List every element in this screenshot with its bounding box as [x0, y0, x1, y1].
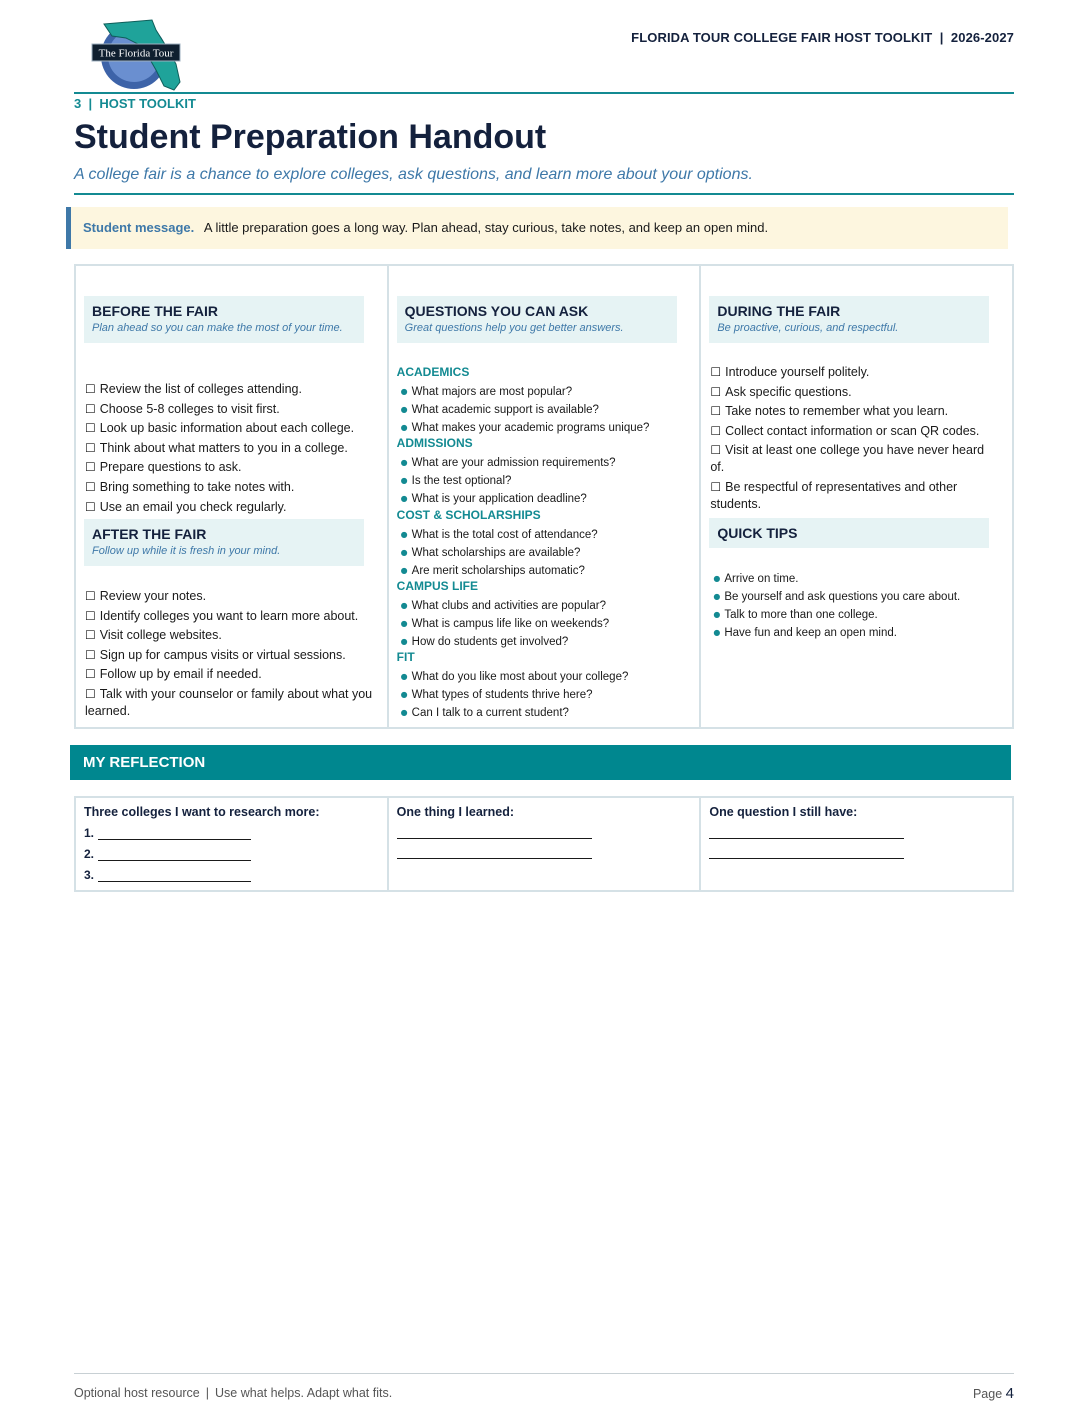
checklist-item[interactable]: ☐ Identify colleges you want to learn more about. [85, 608, 375, 625]
question-line-1[interactable] [709, 838, 904, 839]
during-fair-subtitle: Be proactive, curious, and respectful. [717, 322, 899, 334]
checklist-item[interactable]: ☐ Visit college websites. [85, 627, 375, 644]
question-item: ● What is the total cost of attendance? [401, 526, 598, 544]
question-item: ● What are your admission requirements? [401, 454, 616, 472]
category-campus-life: CAMPUS LIFE [396, 579, 479, 593]
reflection-title-bar: MY REFLECTION [70, 745, 1011, 780]
fit-questions [401, 668, 629, 722]
category-admissions: ADMISSIONS [396, 436, 473, 450]
tip-item: ● Have fun and keep an open mind. [713, 624, 960, 642]
checklist-item[interactable]: ☐ Visit at least one college you have never heard of. [710, 442, 1000, 476]
before-fair-header [84, 296, 364, 343]
category-cost-scholarships: COST & SCHOLARSHIPS [396, 508, 541, 522]
learned-line-1[interactable] [397, 838, 592, 839]
page-number: Page 4 [972, 1385, 1014, 1402]
footer-note: Optional host resource | Use what helps. Adapt what fits. [74, 1386, 393, 1400]
question-item: ● Are merit scholarships automatic? [401, 562, 598, 580]
question-item: ● Can I talk to a current student? [401, 704, 629, 722]
checklist-item[interactable]: ☐ Introduce yourself politely. [710, 364, 1000, 381]
checklist-item[interactable]: ☐ Collect contact information or scan QR codes. [710, 423, 1000, 440]
question-item: ● What scholarships are available? [401, 544, 598, 562]
question-item: ● How do students get involved? [401, 633, 610, 651]
page-subtitle: A college fair is a chance to explore colleges, ask questions, and learn more about your options. [74, 166, 753, 183]
checklist-item[interactable]: ☐ Ask specific questions. [710, 384, 1000, 401]
during-fair-title: DURING THE FAIR [717, 303, 841, 319]
column-before-after [76, 266, 389, 727]
header-rule [74, 92, 1014, 94]
questions-title: QUESTIONS YOU CAN ASK [404, 303, 589, 319]
reflection-colleges-label: Three colleges I want to research more: [84, 805, 320, 819]
question-item: ● What do you like most about your college? [401, 668, 629, 686]
quick-tips-list [713, 570, 960, 642]
callout-label: Student message. [83, 220, 195, 235]
checklist-item[interactable]: ☐ Use an email you check regularly. [85, 499, 375, 516]
campus-life-questions [401, 597, 610, 651]
after-fair-title: AFTER THE FAIR [92, 526, 207, 542]
tip-item: ● Be yourself and ask questions you care about. [713, 588, 960, 606]
before-fair-checklist [85, 381, 375, 518]
checklist-item[interactable]: ☐ Review the list of colleges attending. [85, 381, 375, 398]
reflection-question [701, 798, 1012, 890]
question-item: ● What academic support is available? [401, 401, 650, 419]
after-fair-header [84, 519, 364, 566]
admissions-questions [401, 454, 616, 508]
checklist-item[interactable]: ☐ Think about what matters to you in a college. [85, 440, 375, 457]
column-during-tips [701, 266, 1012, 727]
header-doc-title: FLORIDA TOUR COLLEGE FAIR HOST TOOLKIT | 2026-2027 [631, 30, 1014, 45]
question-item: ● What is campus life like on weekends? [401, 615, 610, 633]
question-item: ● Is the test optional? [401, 472, 616, 490]
question-item: ● What makes your academic programs unique? [401, 419, 650, 437]
category-fit: FIT [396, 650, 415, 664]
after-fair-checklist [85, 588, 375, 723]
reflection-learned-label: One thing I learned: [396, 805, 515, 819]
florida-tour-logo [90, 16, 186, 92]
college-line-1[interactable]: 1. [84, 826, 251, 840]
checklist-item[interactable]: ☐ Bring something to take notes with. [85, 479, 375, 496]
questions-subtitle: Great questions help you get better answers. [404, 322, 624, 334]
logo-text: The Florida Tour [98, 47, 174, 60]
cost-questions [401, 526, 598, 580]
tip-item: ● Talk to more than one college. [713, 606, 960, 624]
tip-item: ● Arrive on time. [713, 570, 960, 588]
section-tag: 3 | HOST TOOLKIT [74, 96, 196, 111]
college-line-3[interactable]: 3. [84, 868, 251, 882]
before-fair-subtitle: Plan ahead so you can make the most of your time. [92, 322, 343, 334]
reflection-learned [389, 798, 702, 890]
question-line-2[interactable] [709, 858, 904, 859]
category-academics: ACADEMICS [396, 365, 470, 379]
checklist-item[interactable]: ☐ Look up basic information about each college. [85, 420, 375, 437]
academics-questions [401, 383, 650, 437]
during-fair-header [709, 296, 989, 343]
checklist-item[interactable]: ☐ Choose 5-8 colleges to visit first. [85, 401, 375, 418]
reflection-grid [74, 796, 1014, 892]
footer-rule [74, 1373, 1014, 1374]
during-fair-checklist [710, 364, 1000, 516]
student-message-callout [66, 207, 1008, 249]
reflection-colleges [76, 798, 389, 890]
quick-tips-title: QUICK TIPS [717, 525, 798, 541]
checklist-item[interactable]: ☐ Review your notes. [85, 588, 375, 605]
quick-tips-header [709, 518, 989, 548]
column-questions [389, 266, 702, 727]
question-item: ● What majors are most popular? [401, 383, 650, 401]
checklist-item[interactable]: ☐ Follow up by email if needed. [85, 666, 375, 683]
after-fair-subtitle: Follow up while it is fresh in your mind. [92, 545, 281, 557]
checklist-item[interactable]: ☐ Be respectful of representatives and other students. [710, 479, 1000, 513]
college-line-2[interactable]: 2. [84, 847, 251, 861]
question-item: ● What clubs and activities are popular? [401, 597, 610, 615]
checklist-item[interactable]: ☐ Sign up for campus visits or virtual sessions. [85, 647, 375, 664]
reflection-question-label: One question I still have: [709, 805, 858, 819]
question-item: ● What is your application deadline? [401, 490, 616, 508]
checklist-item[interactable]: ☐ Talk with your counselor or family about what you learned. [85, 686, 375, 720]
learned-line-2[interactable] [397, 858, 592, 859]
subtitle-rule [74, 193, 1014, 195]
callout-text: A little preparation goes a long way. Plan ahead, stay curious, take notes, and keep an open mind. [203, 220, 769, 235]
questions-header [397, 296, 677, 343]
checklist-item[interactable]: ☐ Prepare questions to ask. [85, 459, 375, 476]
page-title: Student Preparation Handout [74, 118, 547, 156]
question-item: ● What types of students thrive here? [401, 686, 629, 704]
before-fair-title: BEFORE THE FAIR [92, 303, 219, 319]
checklist-item[interactable]: ☐ Take notes to remember what you learn. [710, 403, 1000, 420]
main-grid [74, 264, 1014, 729]
